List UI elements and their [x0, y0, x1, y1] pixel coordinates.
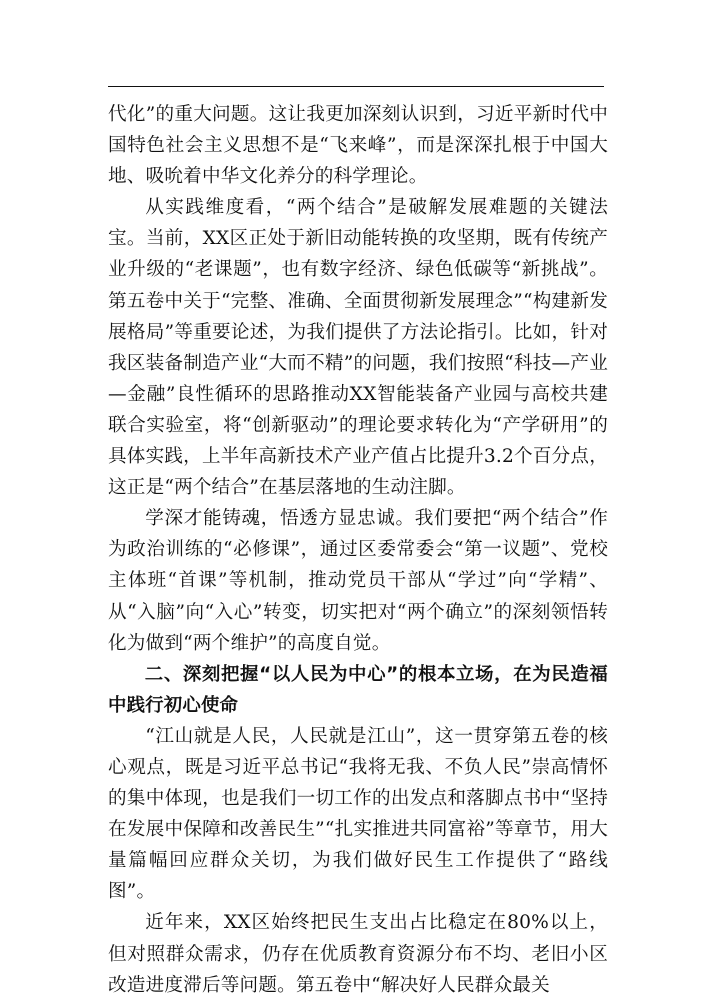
header-rule: [108, 86, 604, 87]
paragraph-study-loyalty: 学深才能铸魂，悟透方显忠诚。我们要把“两个结合”作为政治训练的“必修课”，通过区委常委会“第一议题”、党校主体班“首课”等机制，推动党员干部从“学过”向“学精”、从“入脑”向“入心”转变，切实把对“两个确立”的深刻领悟转化为做到“两个维护”的高度自觉。: [108, 508, 608, 654]
section-heading-people-centered: 二、深刻把握“以人民为中心”的根本立场，在为民造福中践行初心使命: [108, 663, 608, 716]
paragraph-livelihood-spending: 近年来，XX区始终把民生支出占比稳定在80%以上，但对照群众需求，仍存在优质教育资源分布不均、老旧小区改造进度滞后等问题。第五卷中“解决好人民群众最关: [108, 912, 608, 996]
paragraph-jiangshan-renmin: “江山就是人民，人民就是江山”，这一贯穿第五卷的核心观点，既是习近平总书记“我将无我、不负人民”崇高情怀的集中体现，也是我们一切工作的出发点和落脚点书中“坚持在发展中保障和改善民生”“扎实推进共同富裕”等章节，用大量篇幅回应群众关切，为我们做好民生工作提供了“路线图”。: [108, 725, 608, 903]
document-body: [108, 99, 608, 1001]
paragraph-continuation: 代化”的重大问题。这让我更加深刻认识到，习近平新时代中国特色社会主义思想不是“飞来峰”，而是深深扎根于中国大地、吸吮着中华文化养分的科学理论。: [108, 104, 608, 188]
paragraph-practice-dimension: 从实践维度看，“两个结合”是破解发展难题的关键法宝。当前，XX区正处于新旧动能转换的攻坚期，既有传统产业升级的“老课题”，也有数字经济、绿色低碳等“新挑战”。第五卷中关于“完整、准确、全面贯彻新发展理念”“构建新发展格局”等重要论述，为我们提供了方法论指引。比如，针对我区装备制造产业“大而不精”的问题，我们按照“科技—产业—金融”良性循环的思路推动XX智能装备产业园与高校共建联合实验室，将“创新驱动”的理论要求转化为“产学研用”的具体实践，上半年高新技术产业产值占比提升3.2个百分点，这正是“两个结合”在基层落地的生动注脚。: [108, 197, 609, 499]
